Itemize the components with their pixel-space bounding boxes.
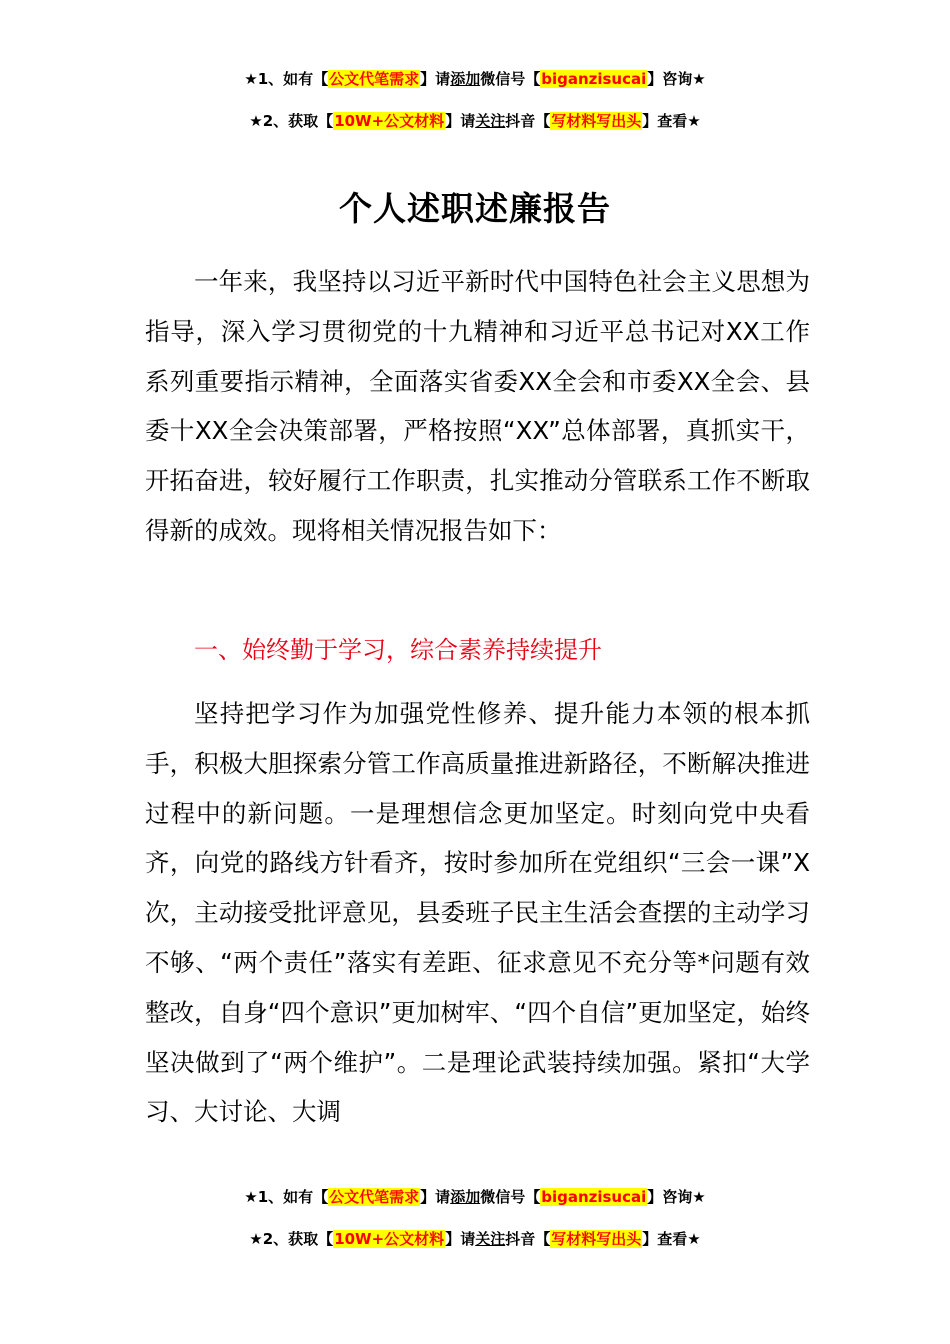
banner-text: ★1、如有【	[244, 70, 329, 88]
banner-highlight: 10W+公文材料	[334, 112, 445, 130]
document-title: 个人述职述廉报告	[339, 189, 611, 228]
banner-text: 抖音【	[505, 112, 551, 130]
banner-text: ★2、获取【	[249, 1230, 334, 1248]
banner-text: 】咨询★	[647, 1188, 706, 1206]
banner-text: 微信号【	[480, 70, 541, 88]
banner-text: 】查看★	[642, 112, 701, 130]
banner-text: 抖音【	[505, 1230, 551, 1248]
banner-highlight: biganzisucai	[541, 70, 647, 88]
banner-text: ★1、如有【	[244, 1188, 329, 1206]
section-heading: 一、始终勤于学习，综合素养持续提升	[194, 636, 602, 664]
banner-text: 】请	[420, 1188, 451, 1206]
banner-underlined-text: 添加	[450, 70, 481, 88]
section-paragraph: 坚持把学习作为加强党性修养、提升能力本领的根本抓手，积极大胆探索分管工作高质量推进新路径，不断解决推进过程中的新问题。一是理想信念更加坚定。时刻向党中央看齐，向党的路线方针看齐，按时参加所在党组织“三会一课”X次，主动接受批评意见，县委班子民主生活会查摆的主动学习不够、“两个责任”落实有差距、征求意见不充分等*问题有效整改，自身“四个意识”更加树牢、“四个自信”更加坚定，始终坚决做到了“两个维护”。二是理论武装持续加强。紧扣“大学习、大讨论、大调	[145, 699, 810, 1127]
banner-text: 微信号【	[480, 1188, 541, 1206]
banner-text: 】查看★	[642, 1230, 701, 1248]
banner-highlight: 10W+公文材料	[334, 1230, 445, 1248]
header-banner-line-2	[0, 110, 950, 132]
banner-text: 】请	[420, 70, 451, 88]
banner-highlight: 公文代笔需求	[329, 70, 420, 88]
banner-underlined-text: 关注	[475, 1230, 506, 1248]
banner-highlight: 写材料写出头	[551, 1230, 642, 1248]
header-banner-line-1	[0, 68, 950, 90]
banner-text: 】咨询★	[647, 70, 706, 88]
footer-banner-line-1	[0, 1186, 950, 1208]
banner-text: 】请	[445, 1230, 476, 1248]
banner-highlight: 写材料写出头	[551, 112, 642, 130]
intro-paragraph: 一年来，我坚持以习近平新时代中国特色社会主义思想为指导，深入学习贯彻党的十九精神和习近平总书记对XX工作系列重要指示精神，全面落实省委XX全会和市委XX全会、县委十XX全会决策部署，严格按照“XX”总体部署，真抓实干，开拓奋进，较好履行工作职责，扎实推动分管联系工作不断取得新的成效。现将相关情况报告如下：	[145, 267, 810, 545]
banner-text: ★2、获取【	[249, 112, 334, 130]
banner-underlined-text: 添加	[450, 1188, 481, 1206]
footer-banner-line-2	[0, 1228, 950, 1250]
banner-highlight: biganzisucai	[541, 1188, 647, 1206]
banner-highlight: 公文代笔需求	[329, 1188, 420, 1206]
banner-text: 】请	[445, 112, 476, 130]
banner-underlined-text: 关注	[475, 112, 506, 130]
